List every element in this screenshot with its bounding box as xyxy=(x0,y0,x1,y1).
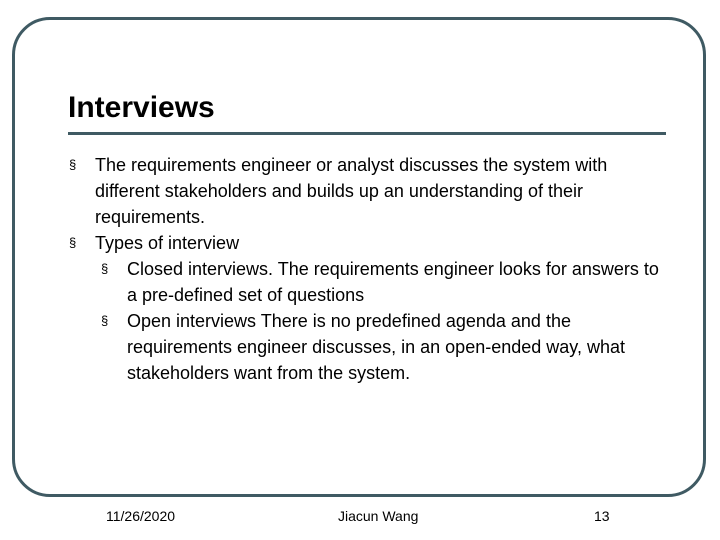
bullet-text: Closed interviews. The requirements engineer looks for answers to a pre-defined set of questions xyxy=(127,259,659,305)
title-divider xyxy=(68,132,666,135)
bullet-text: Open interviews There is no predefined agenda and the requirements engineer discusses, in an open-ended way, what stakeholders want from the system. xyxy=(127,311,625,383)
sub-bullet-item xyxy=(96,308,664,386)
bullet-marker: § xyxy=(69,157,77,172)
slide-title: Interviews xyxy=(68,91,215,124)
bullet-text: The requirements engineer or analyst discusses the system with different stakeholders and builds up an understanding of their requirements. xyxy=(95,155,608,227)
bullet-marker: § xyxy=(101,313,109,328)
bullet-marker: § xyxy=(69,235,77,250)
footer-page-number: 13 xyxy=(594,508,610,524)
bullet-item xyxy=(64,230,664,256)
footer-author: Jiacun Wang xyxy=(338,508,419,524)
sub-bullet-item xyxy=(96,256,664,308)
bullet-text: Types of interview xyxy=(95,233,240,253)
slide-body xyxy=(64,152,664,386)
footer-date: 11/26/2020 xyxy=(106,508,176,524)
bullet-marker: § xyxy=(101,261,109,276)
bullet-item xyxy=(64,152,664,230)
